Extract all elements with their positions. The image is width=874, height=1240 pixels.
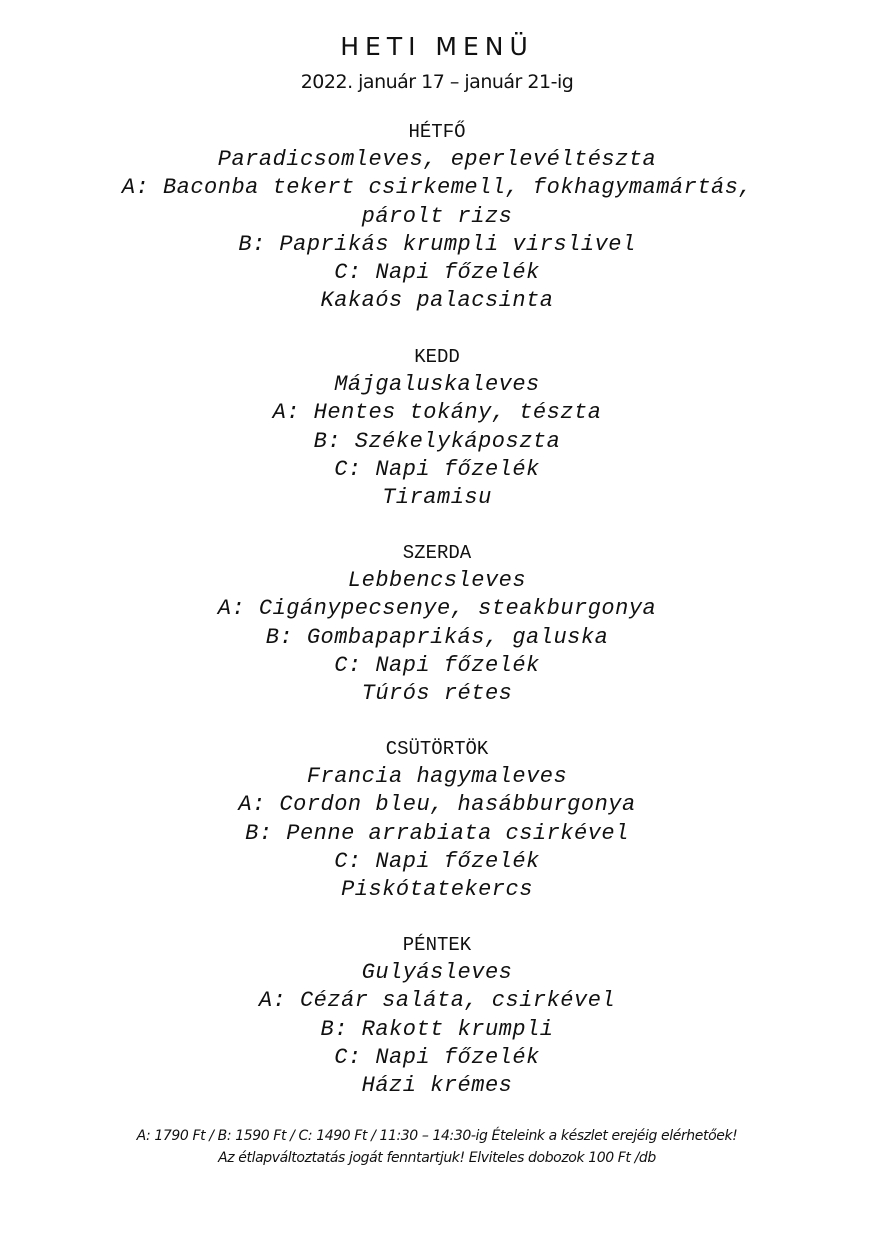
soup-item: Gulyásleves xyxy=(361,960,513,985)
menu-item-a: A: Hentes tokány, tészta xyxy=(272,400,602,426)
menu-item-b: B: Rakott krumpli xyxy=(320,1016,554,1042)
menu-item-a: A: Cigánypecsenye, steakburgonya xyxy=(217,596,657,622)
menu-item-b: B: Gombapaprikás, galuska xyxy=(265,624,609,650)
day-name: KEDD xyxy=(414,346,460,368)
soup-item: Lebbencsleves xyxy=(347,568,527,593)
menu-item-a: A: Baconba tekert csirkemell, fokhagymamártás, xyxy=(121,175,753,201)
day-name: SZERDA xyxy=(402,542,472,564)
day-section-tuesday xyxy=(0,343,874,512)
page-title: HETI MENÜ xyxy=(340,32,534,61)
dessert-item: Tiramisu xyxy=(382,485,492,511)
menu-item-c: C: Napi főzelék xyxy=(334,456,540,482)
footer-prices-line: A: 1790 Ft / B: 1590 Ft / C: 1490 Ft / 11:30 – 14:30-ig Ételeink a készlet erejéig elérhetőek! xyxy=(136,1128,738,1144)
day-section-friday xyxy=(0,931,874,1100)
dessert-item: Házi krémes xyxy=(361,1073,513,1099)
date-range: 2022. január 17 – január 21-ig xyxy=(300,71,574,93)
dessert-item: Túrós rétes xyxy=(361,681,513,707)
menu-item-a: A: Cézár saláta, csirkével xyxy=(258,988,616,1014)
dessert-item: Piskótatekercs xyxy=(341,877,533,903)
dessert-item: Kakaós palacsinta xyxy=(320,288,554,314)
day-section-thursday xyxy=(0,735,874,904)
menu-item-b: B: Penne arrabiata csirkével xyxy=(245,820,629,846)
soup-item: Paradicsomleves, eperlevéltészta xyxy=(217,147,657,172)
menu-item-c: C: Napi főzelék xyxy=(334,652,540,678)
menu-item-b: B: Székelykáposzta xyxy=(313,428,561,454)
menu-item-c: C: Napi főzelék xyxy=(334,848,540,874)
day-name: CSÜTÖRTÖK xyxy=(385,738,489,760)
day-name: HÉTFŐ xyxy=(408,121,466,143)
menu-item-b: B: Paprikás krumpli virslivel xyxy=(238,231,636,257)
menu-item-c: C: Napi főzelék xyxy=(334,260,540,286)
menu-item-c: C: Napi főzelék xyxy=(334,1044,540,1070)
menu-item-a: A: Cordon bleu, hasábburgonya xyxy=(238,792,636,818)
menu-item-a-continued: párolt rizs xyxy=(361,203,513,229)
footer-disclaimer-line: Az étlapváltoztatás jogát fenntartjuk! Elviteles dobozok 100 Ft /db xyxy=(218,1150,656,1166)
day-section-monday xyxy=(0,118,874,316)
soup-item: Májgaluskaleves xyxy=(334,372,540,397)
day-name: PÉNTEK xyxy=(402,934,472,956)
footer-notes xyxy=(0,1125,874,1169)
day-section-wednesday xyxy=(0,539,874,708)
soup-item: Francia hagymaleves xyxy=(306,764,568,789)
